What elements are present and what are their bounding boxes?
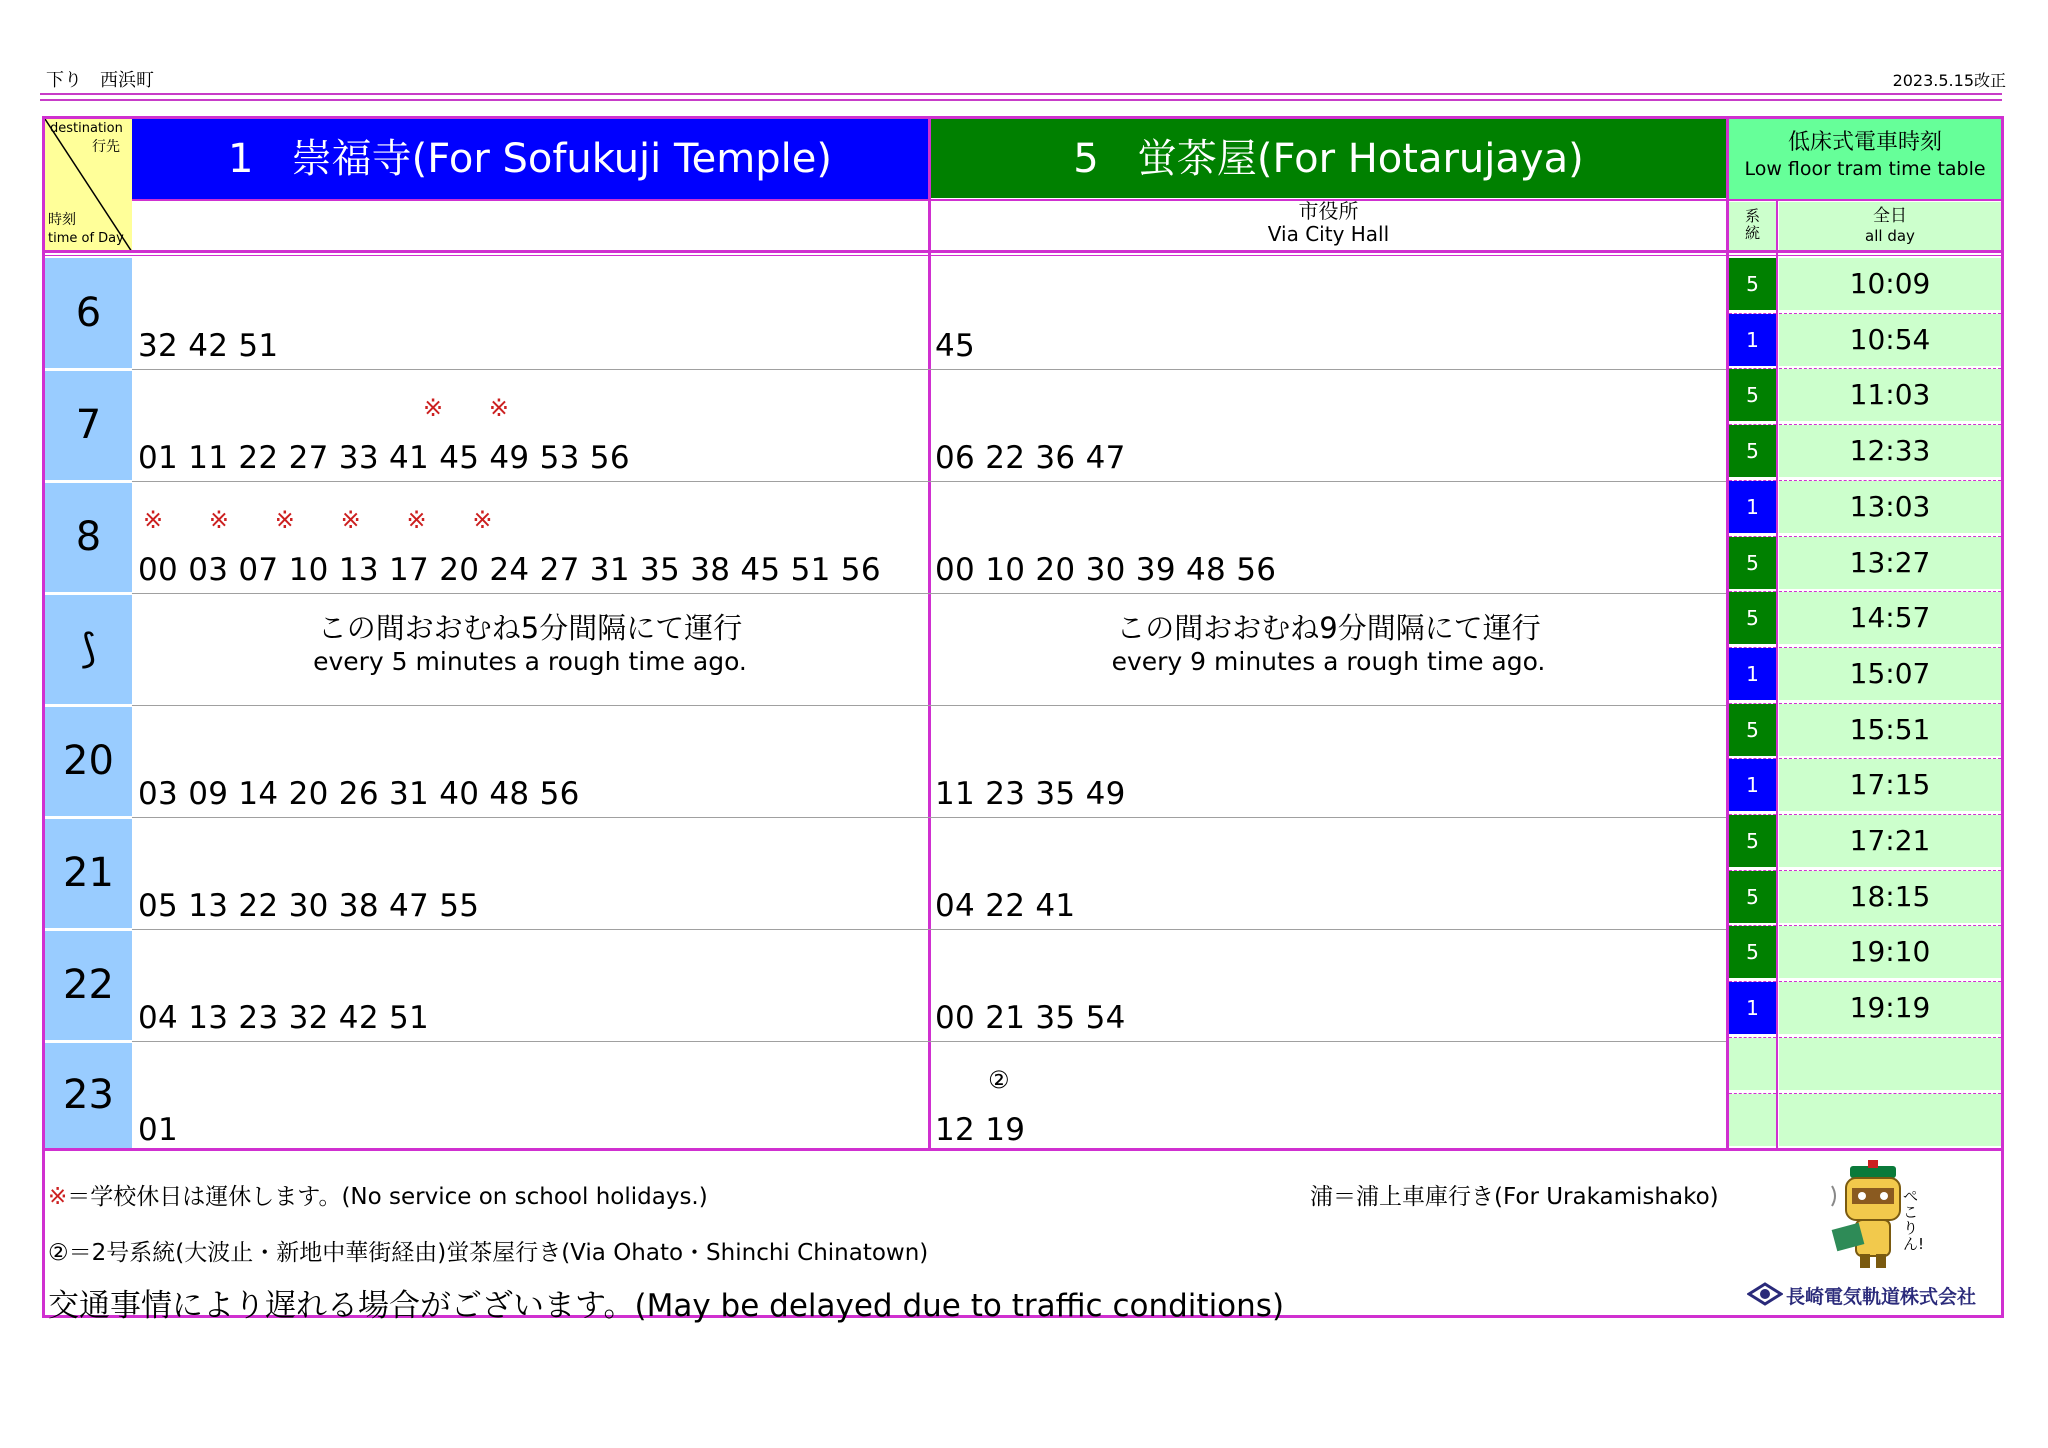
low-floor-time bbox=[1779, 1094, 2001, 1146]
all-day-en: all day bbox=[1865, 227, 1915, 245]
route-5-interval-ja: この間おおむね9分間隔にて運行 bbox=[1116, 611, 1541, 645]
low-floor-row-divider bbox=[1729, 368, 1776, 369]
route-1-interval-en: every 5 minutes a rough time ago. bbox=[313, 647, 747, 676]
row-divider bbox=[132, 593, 1726, 594]
header-bottom-divider bbox=[45, 250, 2002, 253]
delay-note: 交通事情により遅れる場合がございます。(May be delayed due to traffic conditions) bbox=[48, 1288, 1285, 1324]
footer-divider bbox=[42, 1148, 2004, 1151]
low-floor-row-divider bbox=[1779, 647, 2001, 648]
interval-hour-cell: ⟆ bbox=[45, 595, 132, 704]
system-column-header: 系 統 bbox=[1729, 202, 1776, 252]
low-floor-row-divider bbox=[1779, 480, 2001, 481]
low-floor-system: 5 bbox=[1729, 704, 1776, 756]
corner-time-ja: 時刻 bbox=[48, 212, 76, 228]
low-floor-time: 12:33 bbox=[1779, 425, 2001, 477]
low-floor-header bbox=[1729, 119, 2001, 199]
row-divider bbox=[132, 817, 1726, 818]
low-floor-system: 1 bbox=[1729, 648, 1776, 700]
route-1-minutes: 04 13 23 32 42 51 bbox=[138, 1000, 430, 1036]
route-1-minutes: 03 09 14 20 26 31 40 48 56 bbox=[138, 776, 580, 812]
low-floor-system: 5 bbox=[1729, 425, 1776, 477]
low-floor-row-divider bbox=[1729, 424, 1776, 425]
low-floor-time: 11:03 bbox=[1779, 369, 2001, 421]
route-5-interval-en: every 9 minutes a rough time ago. bbox=[1111, 647, 1546, 676]
route-5-via-ja: 市役所 bbox=[1298, 199, 1359, 223]
route-1-interval bbox=[132, 610, 928, 678]
low-floor-row-divider bbox=[1779, 1037, 2001, 1038]
low-floor-time: 18:15 bbox=[1779, 871, 2001, 923]
low-floor-title-en: Low floor tram time table bbox=[1744, 158, 1986, 180]
column-divider bbox=[1776, 199, 1778, 1148]
low-floor-system: 1 bbox=[1729, 982, 1776, 1034]
low-floor-time: 14:57 bbox=[1779, 592, 2001, 644]
low-floor-system bbox=[1729, 1038, 1776, 1090]
header-bottom-divider bbox=[45, 255, 2002, 256]
row-divider bbox=[132, 1041, 1726, 1042]
header-rule bbox=[40, 93, 2002, 95]
corner-destination-ja: 行先 bbox=[92, 139, 120, 155]
low-floor-system: 5 bbox=[1729, 537, 1776, 589]
low-floor-time: 19:19 bbox=[1779, 982, 2001, 1034]
school-holiday-note-text: ＝学校休日は運休します。(No service on school holidays.) bbox=[67, 1184, 708, 1210]
header-divider bbox=[1729, 199, 2002, 201]
hour-cell: 21 bbox=[45, 819, 132, 928]
low-floor-row-divider bbox=[1779, 981, 2001, 982]
low-floor-time: 15:51 bbox=[1779, 704, 2001, 756]
low-floor-row-divider bbox=[1779, 814, 2001, 815]
mascot-caption: ぺこりん! bbox=[1903, 1187, 1925, 1253]
low-floor-time: 17:15 bbox=[1779, 759, 2001, 811]
corner-header bbox=[45, 119, 132, 252]
low-floor-row-divider bbox=[1779, 758, 2001, 759]
route-5-minutes: 00 21 35 54 bbox=[935, 1000, 1126, 1036]
route-1-number: 1 bbox=[228, 136, 254, 182]
route-1-minutes: 01 11 22 27 33 41 45 49 53 56 bbox=[138, 440, 630, 476]
school-holiday-marks: ※ ※ bbox=[423, 394, 509, 422]
header-divider bbox=[132, 199, 1729, 201]
low-floor-row-divider bbox=[1729, 647, 1776, 648]
corner-destination-en: destination bbox=[50, 121, 123, 136]
low-floor-row-divider bbox=[1729, 1093, 1776, 1094]
route-5-number: 5 bbox=[1073, 136, 1099, 182]
low-floor-title-ja: 低床式電車時刻 bbox=[1787, 130, 1942, 155]
low-floor-row-divider bbox=[1729, 1037, 1776, 1038]
low-floor-time: 17:21 bbox=[1779, 815, 2001, 867]
low-floor-system: 5 bbox=[1729, 369, 1776, 421]
low-floor-row-divider bbox=[1729, 536, 1776, 537]
direction-stop-label: 下り 西浜町 bbox=[46, 70, 154, 91]
row-divider bbox=[132, 481, 1726, 482]
low-floor-time bbox=[1779, 1038, 2001, 1090]
low-floor-row-divider bbox=[1729, 981, 1776, 982]
route-2-note: ②＝2号系統(大波止・新地中華街経由)蛍茶屋行き(Via Ohato・Shinchi Chinatown) bbox=[48, 1240, 929, 1266]
low-floor-row-divider bbox=[1779, 368, 2001, 369]
corner-time-en: time of Day bbox=[48, 231, 124, 246]
low-floor-row-divider bbox=[1779, 1093, 2001, 1094]
low-floor-row-divider bbox=[1729, 870, 1776, 871]
all-day-column-header bbox=[1779, 202, 2001, 252]
low-floor-row-divider bbox=[1779, 591, 2001, 592]
low-floor-row-divider bbox=[1779, 925, 2001, 926]
low-floor-system: 1 bbox=[1729, 759, 1776, 811]
low-floor-system: 5 bbox=[1729, 592, 1776, 644]
low-floor-time: 13:27 bbox=[1779, 537, 2001, 589]
hour-cell: 20 bbox=[45, 707, 132, 816]
route-1-destination: 崇福寺(For Sofukuji Temple) bbox=[291, 136, 832, 182]
company-logo-icon bbox=[1747, 1282, 1783, 1306]
route-5-minutes: 11 23 35 49 bbox=[935, 776, 1126, 812]
hour-cell: 8 bbox=[45, 483, 132, 592]
low-floor-row-divider bbox=[1729, 703, 1776, 704]
hour-cell: 22 bbox=[45, 931, 132, 1040]
low-floor-row-divider bbox=[1729, 313, 1776, 314]
low-floor-system: 1 bbox=[1729, 314, 1776, 366]
route-1-interval-ja: この間おおむね5分間隔にて運行 bbox=[317, 611, 743, 645]
route-5-minutes: 06 22 36 47 bbox=[935, 440, 1126, 476]
route-5-minutes: 00 10 20 30 39 48 56 bbox=[935, 552, 1277, 588]
route-5-minutes: 12 19 bbox=[935, 1112, 1026, 1148]
route-5-via-en: Via City Hall bbox=[1267, 222, 1390, 246]
low-floor-system: 5 bbox=[1729, 926, 1776, 978]
urakami-note: 浦＝浦上車庫行き(For Urakamishako) bbox=[1310, 1184, 1719, 1210]
hour-cell: 23 bbox=[45, 1043, 132, 1148]
school-holiday-marks: ※ ※ ※ ※ ※ ※ bbox=[143, 506, 493, 534]
low-floor-row-divider bbox=[1729, 814, 1776, 815]
route-5-minutes: 04 22 41 bbox=[935, 888, 1076, 924]
company-name: 長崎電気軌道株式会社 bbox=[1786, 1286, 1977, 1308]
low-floor-time: 10:09 bbox=[1779, 258, 2001, 310]
low-floor-row-divider bbox=[1729, 758, 1776, 759]
low-floor-row-divider bbox=[1779, 703, 2001, 704]
low-floor-time: 13:03 bbox=[1779, 481, 2001, 533]
low-floor-system bbox=[1729, 1094, 1776, 1146]
low-floor-system: 1 bbox=[1729, 481, 1776, 533]
route-1-minutes: 01 bbox=[138, 1112, 179, 1148]
route-5-via bbox=[931, 198, 1726, 252]
route-2-mark: ② bbox=[988, 1066, 1010, 1094]
low-floor-row-divider bbox=[1729, 591, 1776, 592]
low-floor-row-divider bbox=[1779, 424, 2001, 425]
route-5-interval bbox=[931, 610, 1726, 678]
low-floor-row-divider bbox=[1779, 313, 2001, 314]
route-1-minutes: 05 13 22 30 38 47 55 bbox=[138, 888, 480, 924]
low-floor-system: 5 bbox=[1729, 258, 1776, 310]
school-holiday-note bbox=[48, 1178, 708, 1211]
low-floor-row-divider bbox=[1729, 480, 1776, 481]
route-1-minutes: 32 42 51 bbox=[138, 328, 279, 364]
low-floor-time: 15:07 bbox=[1779, 648, 2001, 700]
hour-cell: 6 bbox=[45, 258, 132, 368]
low-floor-system: 5 bbox=[1729, 815, 1776, 867]
header-rule bbox=[40, 99, 2002, 101]
route-1-minutes: 00 03 07 10 13 17 20 24 27 31 35 38 45 51 56 bbox=[138, 552, 881, 588]
row-divider bbox=[45, 369, 132, 370]
route-1-header bbox=[132, 119, 928, 199]
low-floor-row-divider bbox=[1779, 536, 2001, 537]
row-divider bbox=[132, 705, 1726, 706]
route-1-via bbox=[132, 202, 928, 252]
school-holiday-mark: ※ bbox=[48, 1184, 68, 1210]
row-divider bbox=[132, 929, 1726, 930]
row-divider bbox=[132, 369, 1726, 370]
all-day-ja: 全日 bbox=[1873, 206, 1907, 226]
route-5-header bbox=[931, 119, 1726, 199]
low-floor-time: 19:10 bbox=[1779, 926, 2001, 978]
low-floor-system: 5 bbox=[1729, 871, 1776, 923]
route-5-minutes: 45 bbox=[935, 328, 976, 364]
route-5-destination: 蛍茶屋(For Hotarujaya) bbox=[1136, 136, 1584, 182]
revision-date: 2023.5.15改正 bbox=[1892, 71, 2006, 90]
low-floor-row-divider bbox=[1729, 925, 1776, 926]
hour-cell: 7 bbox=[45, 371, 132, 480]
low-floor-time: 10:54 bbox=[1779, 314, 2001, 366]
low-floor-row-divider bbox=[1779, 870, 2001, 871]
